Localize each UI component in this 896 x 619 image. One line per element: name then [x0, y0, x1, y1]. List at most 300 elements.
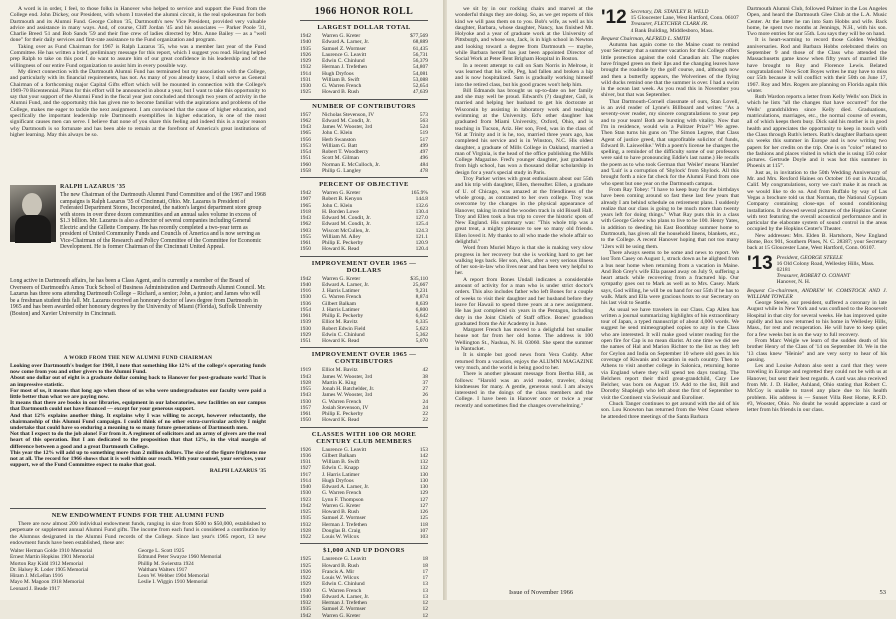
honor-class-agent: Edwin C. Chinlund	[322, 331, 365, 338]
honor-value: 8,874	[415, 294, 428, 301]
honor-value: 524	[419, 124, 428, 130]
honor-roll	[300, 6, 428, 619]
honor-value: 127	[419, 502, 428, 509]
divider	[300, 543, 428, 544]
honor-value: 118	[419, 521, 428, 528]
honor-class-agent: William B. Swift	[322, 76, 360, 83]
class-13-bequest: Bequest Co-chairmen, ANDREW W. COMSTOCK AND J. WILLIAM TOWLER	[747, 287, 887, 300]
honor-class-year: 1923	[300, 496, 311, 503]
honor-value: 13	[422, 593, 428, 600]
honor-class-agent: Douglas B. Craig	[322, 527, 361, 534]
class-note-paragraph: It is simple but good news from Vera Cuddy. After returned from a vacation, enjoys the ALUMNI MAGAZINE very much, and the world is being good to her.	[455, 352, 593, 371]
honor-row	[300, 534, 428, 540]
honor-class-year: 1960	[300, 161, 311, 168]
class-notes-column-3	[747, 6, 887, 414]
honor-value: 573	[419, 111, 428, 118]
honor-value: 121.1	[415, 233, 428, 240]
honor-value: 517	[419, 136, 428, 143]
honor-class-agent: Lynn F. Thompson	[322, 496, 364, 503]
honor-class-agent: Warren G. Kreter	[322, 612, 361, 619]
honor-class-agent: Robert Edwin Field	[322, 325, 366, 332]
lazarus-bio-text: The new Chairman of the Dartmouth Alumni Fund Committee and of the 1967 and 1968 campaigns is Ralph Lazarus '35 of Cincinnati, Ohio. Mr. Lazarus is President of Federated Department Stores, Incorporated, the nation's largest department store group with stores in over three dozen communities and an annual sales volume in excess of $1.3 billion. Mr. Lazarus is also a director of several companies including General Electric and the Gillette Company. He has recently completed a two-year term as president of United Community Funds and Councils of America and is now serving as Vice-Chairman of the Research and Policy Committee of the Committee for Economic Development. He is former Chairman of the Cincinnati United Appeal.	[60, 192, 266, 251]
chairman-paragraph: It means that there are books in our libraries, equipment in our laboratories, new facilities on our campus that Dartmouth could not have financed — except for your generous support.	[10, 400, 266, 413]
class-note-paragraph: From Marc Weigle we learn of the sudden death of his brother Henry of the Class of '14 on September 10. We in the '13 class knew "Heinie" and are very sorry to hear of his passing.	[747, 337, 887, 363]
honor-row	[300, 168, 428, 174]
honor-value: 38	[422, 373, 428, 380]
honor-class-agent: William G. Batt	[322, 142, 358, 149]
honor-value: 132	[419, 459, 428, 465]
honor-class-agent: Laurence G. Leavitt	[322, 51, 367, 58]
class-note-paragraph: Word from Muriel Mayo is that she is making very slow progress in her recovery but she is working hard to get her walking legs back. Her son, Alex, after a very serious illness of her son-in-law who lives near and has been very helpful to her.	[455, 245, 593, 277]
honor-class-agent: Warren G. Kreter	[322, 275, 361, 282]
class-note-paragraph: It is heart-warming to record those Golden Wedding anniversaries. Rod and Barbara Hobbs celebrated theirs on September 9 and those of the Class who attended the Massachusetts game know when fifty years of married life have brought to Roy and Florence Lewis. Belated congratulations! Now Scott Boyes writes he may have to miss our 55th because it will conflict with their 50th on June 17, 1967. Roy and Mrs. Rogers are planning on Florida again this winter.	[747, 37, 887, 94]
honor-class-year: 1951	[300, 155, 311, 162]
class-note-paragraph: Just as, in invitation to the 50th Wedding Anniversary of Mr. and Mrs. Rexford Haines on October 16 out in Arcadia, Calif. My congratulations, sorry we can't make it as much as we would like to do so. And from Buffalo by way of Las Vegas a brochure told us that Norman, the National Gypsum Company containing close-ups of sound conditioning installations. It showed several pictures of the Hopkins Center with text featuring the overall acoustical performance and in particular the elaborate system of sound control in the areas occupied by the Hopkins Center's Theater.	[747, 169, 887, 233]
honor-class-agent: Herman J. Trefethen	[322, 600, 368, 606]
honor-class-year: 1926	[300, 51, 311, 58]
honor-section-number-of-contributors	[300, 99, 428, 175]
honor-class-year: 1916	[300, 288, 311, 294]
honor-class-year: 1953	[300, 142, 311, 149]
honor-value: 125.4	[415, 221, 428, 228]
honor-class-agent: Howard K. Read	[322, 338, 360, 344]
honor-section-heading: LARGEST DOLLAR TOTAL	[317, 24, 411, 31]
honor-value: 24	[422, 404, 428, 411]
honor-class-year: 1936	[300, 452, 311, 459]
honor-class-year: 1950	[300, 417, 311, 424]
honor-class-agent: John C. Klein	[322, 202, 353, 209]
class-12-bequest: Bequest Chairman, ALFRED L. SMITH	[601, 35, 691, 42]
honor-class-agent: Gilbert Balkam	[322, 300, 357, 307]
honor-class-agent: Howard K. Read	[322, 246, 360, 253]
honor-value: 12	[422, 606, 428, 613]
memorial-item: Hiram J. McLellan 1916	[10, 573, 63, 580]
honor-row	[300, 417, 428, 423]
honor-class-agent: Louis W. Wilcox	[322, 575, 360, 581]
honor-class-year: 1919	[300, 367, 311, 374]
honor-class-agent: J. Harris Latimer	[322, 288, 360, 294]
honor-value: 47,639	[412, 89, 428, 96]
honor-value: 26	[422, 392, 428, 399]
divider	[300, 177, 428, 178]
chairman-paragraph: For most of us, it means that long ago when those of us who were undergraduates our faculty were paid a little better than what we are paying now.	[10, 387, 266, 401]
class-13-numeral: '13	[747, 252, 773, 274]
honor-class-agent: Philip E. Peckerby	[322, 313, 364, 319]
honor-class-year: 1955	[300, 386, 311, 392]
lazarus-bio-text-2: Long active in Dartmouth affairs, he has been a Class Agent, and is currently a member of the Board of Overseers of Dartmouth's Amos Tuck School of Business Administration and Dartmouth Alumni Council. Mr. Lazarus has three sons attending Dartmouth College – Richard, a senior; John, a junior; and James who will be a freshman student this fall. Mr. Lazarus received an honorary doctor of laws degree from Dartmouth in 1965 and has been awarded other honorary degrees by the University of Miami (Florida), Suffolk University (Boston) and Xavier University in Cincinnati.	[10, 278, 266, 317]
honor-value: 478	[419, 167, 428, 174]
honor-class-year: 1951	[300, 338, 311, 344]
class-note-paragraph: Bill Edmands has brought us up-to-date on her family and she may well be proud. Edward's (?) daughter, Gail, is married and helping her husband to get his doctorate at Wisconsin by assisting in laboratory work and teaching swimming at the University. Ed's other daughter has graduated from Miami University, Oxford, Ohio, and is teaching in Tucson, Ariz. Her son, Fred, was in the class of '64 at Trinity and it is he, too, married three years ago, has completed his service and is in Winston, N.C. His oldest daughter, a graduate of Mills College in Oakland, married a man of Virginia, is the head of the office publishing the Mills College Magazine. Fred's younger daughter, just graduated from high school, has won a thousand dollar scholarship in design for a year's special study in Paris.	[455, 87, 593, 176]
honor-class-agent: Edward M. Condit, Jr.	[322, 117, 371, 124]
honor-class-year: 1943	[300, 373, 311, 380]
honor-class-year: 1932	[300, 600, 311, 606]
chairman-signature: RALPH LAZARUS '35	[209, 468, 266, 475]
lazarus-photo	[10, 185, 56, 242]
honor-value: 42	[422, 367, 428, 374]
left-text-column	[10, 6, 266, 138]
honor-class-year: 1930	[300, 490, 311, 497]
honor-value: 13	[422, 587, 428, 594]
honor-section-heading: IMPROVEMENT OVER 1965 — CONTRIBUTORS	[311, 351, 417, 366]
honor-class-year: 1926	[300, 446, 311, 453]
honor-class-agent: Howard B. Rush	[322, 89, 359, 96]
honor-section-heading: CLASSES WITH 100 OR MORE CENTURY CLUB MEMBERS	[311, 430, 417, 445]
class-13-president: President, GEORGE STEELE	[776, 254, 843, 261]
class-12-header	[601, 9, 739, 34]
honor-value: 153	[419, 446, 428, 453]
honor-roll-title: 1966 HONOR ROLL	[314, 6, 414, 17]
honor-class-agent: Howard B. Rush	[322, 509, 359, 515]
honor-class-agent: James W. Wooster, 3rd	[322, 373, 373, 380]
honor-class-agent: G. Warren French	[322, 294, 362, 301]
honor-class-year: 1961	[300, 313, 311, 319]
honor-value: 126	[419, 509, 428, 515]
honor-class-year: 1943	[300, 392, 311, 399]
honor-value: 497	[419, 149, 428, 155]
honor-class-year: 1935	[300, 45, 311, 52]
honor-class-agent: Scott M. Gilman	[322, 155, 359, 162]
class-note-paragraph: Autumn has again come to the Maine coast to remind your Secretary that a summer vacation for this College offers little protection against the cold Canadian air. The maples have fringed green on their lips and the changing leaves have brought the roadside by the golf course, and, although now and then a butterfly appears, the Wolverines of the flying wild ducks remind one that the summer is over. I had a swim in the ocean last week. As you read this in November you shiver, but that was September.	[601, 42, 739, 99]
honor-value: 5,070	[415, 338, 428, 344]
honor-class-year: 1957	[300, 111, 311, 118]
honor-row	[300, 338, 428, 344]
honor-class-year: 1962	[300, 221, 311, 228]
honor-value: 129	[419, 490, 428, 497]
honor-value: 132	[419, 465, 428, 472]
intro-paragraph: My direct connection with the Dartmouth Alumni Fund has terminated but my association with the College, and particularly with its financial requirements, has not. As many of you already know, I shall serve as General Chairman of a forthcoming major Capital Gifts effort which will be mounted in connection with the College's 1969-70 Bicentennial. Plans for this effort will be announced in about a year, but I want to take this opportunity to say that your support of the Alumni Fund in the fiscal year just concluded and through two years of activity in the Alumni Fund, and the opportunity this has given me to become familiar with the aspirations and problems of the College, makes me eager to tackle the next assignment. I am convinced that the cause of higher education, and specifically the important leadership role Dartmouth exemplifies in higher education, is one of the most significant causes men can serve. I believe that none of you share this feeling and indeed this is a major reason why Dartmouth is so fortunate and has been able to remain at the forefront of America's great institutions of higher learning. May this always be so.	[10, 68, 266, 138]
honor-value: 37	[422, 379, 428, 386]
honor-class-agent: G. Warren French	[322, 587, 362, 594]
honor-class-agent: Herman J. Trefethen	[322, 64, 368, 71]
photo-body	[15, 215, 51, 243]
honor-class-year: 1931	[300, 459, 311, 465]
honor-class-year: 1954	[300, 149, 311, 155]
class-note-paragraph: There is another pleasant message from Bertha Hill, as follows: "Harold was an avid reader, traveler, doing kindnesses for many. A gentle, generous soul. I am always interested in the doings of the class members and the College. I have been in Hanover once or twice a year recently and sometimes find the changes overwhelming."	[455, 371, 593, 409]
honor-class-agent: Wiscott McCullen, Jr.	[322, 227, 371, 234]
class-notes-column-1	[455, 6, 593, 409]
honor-class-agent: Jonah H. Batchelder, Jr.	[322, 386, 375, 392]
honor-value: 54,807	[412, 64, 428, 71]
class-notes-column-2	[601, 6, 739, 420]
memorial-item: Leslie I. Wiggin 1910 Memorial	[138, 579, 208, 586]
honor-class-year: 1950	[300, 246, 311, 253]
honor-row	[300, 246, 428, 252]
honor-value: 68,889	[412, 39, 428, 46]
honor-value: 9,231	[415, 288, 428, 294]
class-note-paragraph: George Steele, our president, suffered a coronary in late August while in New York and was confined to the Roosevelt Hospital in that city for several weeks. He has improved quite rapidly and has now returned to his home in Wellesley Hills, Mass., for rest and recuperation. He will have to keep quiet for a few weeks but is on the way to full recovery.	[747, 300, 887, 338]
honor-class-year: 1935	[300, 515, 311, 522]
honor-class-year: 1932	[300, 521, 311, 528]
honor-class-year: 1942	[300, 502, 311, 509]
honor-value: 107	[419, 527, 428, 534]
honor-class-year: 1917	[300, 471, 311, 478]
honor-value: 130	[419, 477, 428, 484]
honor-class-year: 1925	[300, 562, 311, 569]
honor-class-agent: Samuel Z. Wormser	[322, 515, 366, 522]
class-13-treasurer-address: Hanover, N. H.	[776, 279, 811, 286]
honor-class-year: 1930	[300, 294, 311, 301]
honor-value: 127	[419, 496, 428, 503]
honor-value: 52,654	[412, 83, 428, 89]
honor-value: 165.9%	[411, 190, 428, 196]
honor-class-year: 1943	[300, 215, 311, 221]
honor-class-year: 1930	[300, 325, 311, 332]
honor-class-agent: Edward A. Larner, Jr.	[322, 39, 370, 46]
honor-value: 27	[422, 386, 428, 392]
class-note-paragraph: Ruth Wardon reports a letter from Kelly Wells' son Dick in which he lists "all the changes that have occurred" for the Wells' grandchildren since Kelly died. Graduations, matriculations, marriages, etc., the normal course of events, all of which keeps them busy. Dick said his mother is in good health and appreciates the opportunity to keep in touch with the Class through Ruth's letters. Ruth's daughter Barbara spent six weeks this summer in Europe and is now writing two papers for her credits on the trip. One is on "color" related to the fashions and places visited in which she is using 150 color pictures. Gertrude Doyle and it was hot this summer in Phoenix at 115°.	[747, 94, 887, 170]
honor-value: 17	[422, 575, 428, 581]
honor-section-heading: PERCENT OF OBJECTIVE	[319, 181, 409, 188]
honor-class-agent: Philip E. Peckerby	[322, 411, 364, 417]
honor-value: 6,800	[415, 306, 428, 313]
class-13-header	[747, 252, 887, 286]
honor-class-agent: Louis W. Wilcox	[322, 534, 360, 540]
class-note-paragraph: There always seems to be some and news to report. We lost Tom Casey on August 1, struck down as he alighted from a bus near home when returning from a vacation in Maine. And Bob Grey's wife Ella passed away on July 9, suffering a heart attack while recovering from a fractured hip. Our sympathy goes out to Mark as well as to Mrs. Casey. Mark says, God willing, he will be on hand for our 55th if he has to walk. Mark and Ella were gracious hosts to our Secretary on his last visit to Seattle.	[601, 249, 739, 307]
divider	[300, 99, 428, 100]
class-12-treasurer: Treasurer, FLETCHER CLARK JR.	[630, 21, 709, 28]
honor-class-agent: J. Harris Latimer	[322, 471, 360, 478]
honor-class-agent: Josiah Stevenson, IV	[322, 404, 369, 411]
honor-class-agent: Warren G. Kreter	[322, 33, 361, 39]
honor-class-agent: Edward A. Larner, Jr.	[322, 281, 370, 288]
class-12-secretary: Secretary, DR. STANLEY B. WELD	[630, 9, 709, 15]
honor-class-agent: Robert B. Kenyon	[322, 196, 363, 203]
chairman-word-heading: A WORD FROM THE NEW ALUMNI FUND CHAIRMAN	[63, 355, 213, 361]
honor-class-agent: James W. Wooster, 3rd	[322, 124, 373, 130]
honor-class-agent: Samuel Z. Wormser	[322, 45, 366, 52]
honor-class-agent: Warren G. Kreter	[322, 190, 361, 196]
honor-value: 12	[422, 600, 428, 606]
honor-class-agent: Laurence G. Leavitt	[322, 556, 367, 563]
honor-value: 53,088	[412, 76, 428, 83]
class-13-treasurer: Treasurer, ROBERT O. CONANT	[776, 273, 850, 280]
honor-class-year: 1903	[300, 227, 311, 234]
honor-class-year: 1925	[300, 89, 311, 96]
honor-class-year: 1914	[300, 70, 311, 77]
lazarus-bio-continued	[10, 278, 266, 317]
honor-value: 124.3	[415, 227, 428, 234]
honor-class-year: 1929	[300, 581, 311, 588]
honor-value: 127.0	[415, 215, 428, 221]
honor-class-agent: Herb Swanston	[322, 136, 356, 143]
honor-row	[300, 613, 428, 619]
chairman-paragraph: About one dollar out of eight is a graduate dollar coming back to Hanover for post-graduate work! That is an impressive statistic.	[10, 375, 266, 388]
memorial-item: Walter Herman Golde 1910 Memorial	[10, 548, 93, 555]
honor-section-improvement-dollars	[300, 256, 428, 345]
honor-class-year: 1931	[300, 76, 311, 83]
divider	[300, 256, 428, 257]
intro-paragraph: A word is in order, I feel, to those folks in Hanover who helped to service and support the Fund from the College end. John Dickey, our President, with whom I traveled the alumni circuit, is the real spokesman for both Dartmouth and its Alumni Fund. George Colton '35, Dartmouth's new Vice President, provided very valuable advice and assistance in many ways. And, of course, Cliff Jordan '45 and his associates — Parker Poole '31, Charlie Breed '51 and Bob Sands '59 and their fine crew of ladies directed by Mrs. Anne Bailey — as a "well done" for their daily services and first-rate assistance to the Fund organization and program.	[10, 6, 266, 44]
class-12-treasurer-address: 4 Bank Building, Middlesboro, Mass.	[630, 27, 714, 34]
honor-roll-sections	[300, 20, 428, 619]
honor-class-agent: Philip G. Langley	[322, 167, 362, 174]
honor-row	[300, 89, 428, 95]
memorial-item: Morton Ray Kidd 1912 Memorial	[10, 560, 84, 567]
left-page	[0, 0, 443, 619]
honor-class-year: 1925	[300, 509, 311, 515]
honor-class-year: 1929	[300, 331, 311, 338]
honor-section-improvement-contributors	[300, 347, 428, 423]
honor-value: 8,639	[415, 300, 428, 307]
honor-value: 56,379	[412, 58, 428, 64]
honor-value: 22	[422, 411, 428, 417]
chairman-paragraph: Not that I expect to do the job alone! Far from it. A regiment of solicitors and an army of givers are the real heart of this operation. But I am dedicated to the proposition that that 12%, in the vital margin of difference between a good and a great Dartmouth College.	[10, 431, 266, 450]
honor-class-agent: Robert T. Woodberry	[322, 149, 369, 155]
issue-footer: Issue of November 1966	[509, 589, 574, 596]
class-12-numeral: '12	[601, 7, 627, 28]
intro-paragraph: Taking over as Fund Chairman for 1967 is Ralph Lazarus '35, who was a member last year of the Fund Committee. He has written a brief, preliminary message for this report, which I suggest you read. Having helped prep Ralph to take on this post I do want to assure him of our great confidence in his leadership and of the willingness of our entire Fund organization to assist him in every possible way.	[10, 43, 266, 69]
class-note-paragraph: Troy Parker writes with great enthusiasm about our 55th and his trip with daughter, Ellen, thereafter. Ellen, a graduate of U. of Chicago, was amazed at the friendliness of the whole group, as contrasted to her own college. Troy was overcome by the changes in the physical appearance of Hanover, taking in mind the wooden track in old Bissell Hall. Troy and Ellen took a bus trip to cover the historic spots of New England. His summary was: "This whole trip was a great treat, a mighty pleasure to see so many old friends. Ellen loved it. My thanks to all who made the whole affair so delightful."	[455, 176, 593, 245]
honor-value: 17	[422, 568, 428, 575]
honor-class-year: 1965	[300, 130, 311, 137]
memorial-item: Ernest Martin Hopkins 1901 Memorial	[10, 554, 95, 561]
class-12-address: 15 Gloucester Lane, West Hartford, Conn. 06107	[630, 15, 739, 22]
honor-class-year: 1961	[300, 240, 311, 246]
honor-section-heading: NUMBER OF CONTRIBUTORS	[312, 102, 416, 110]
honor-class-agent: Howard K. Read	[322, 417, 360, 424]
honor-class-year: 1935	[300, 606, 311, 613]
honor-value: 120.4	[415, 246, 428, 253]
chairman-paragraph: And that 12% explains another thing. It explains why I was willing to accept, however reluctantly, the chairmanship of this Alumni Fund campaign. I could think of no other extra-curricular activity I might undertake that could have so enduring a meaning to so many future generations of Dartmouth men.	[10, 412, 266, 432]
honor-value: 120.9	[415, 240, 428, 246]
honor-class-agent: William B. Swift	[322, 459, 360, 465]
honor-class-year: 1930	[300, 398, 311, 405]
honor-value: 130	[419, 471, 428, 478]
honor-class-year: 1928	[300, 527, 311, 534]
honor-value: 496	[419, 155, 428, 162]
honor-section-heading: IMPROVEMENT OVER 1965 — DOLLARS	[311, 259, 417, 274]
honor-value: 484	[419, 161, 428, 168]
honor-class-agent: James W. Wooster, 3rd	[322, 392, 373, 399]
honor-class-agent: J. Harris Latimer	[322, 306, 360, 313]
honor-class-year: 1942	[300, 275, 311, 282]
chairman-word	[10, 355, 266, 475]
honor-value: 61,435	[412, 45, 428, 52]
honor-class-year: 1927	[300, 465, 311, 472]
memorial-item: Leonard J. Beade 1917	[10, 585, 60, 592]
honor-class-year: 1940	[300, 281, 311, 288]
honor-class-agent: Martin K. King	[322, 379, 357, 386]
honor-value: 22	[422, 417, 428, 424]
honor-class-year: 1955	[300, 233, 311, 240]
honor-class-agent: Edwin C. Knapp	[322, 465, 359, 472]
honor-class-agent: John C. Klein	[322, 130, 353, 137]
honor-class-year: 1939	[300, 319, 311, 326]
memorial-item: Mayo M. Magoon 1918 Memorial	[10, 579, 85, 586]
honor-class-year: 1940	[300, 593, 311, 600]
honor-class-year: 1936	[300, 300, 311, 307]
endowment-section	[10, 505, 266, 592]
endowment-text: There are now almost 200 individual endowment funds, ranging in size from $500 to $50,000, established to perpetuate or supplement annual Alumni Fund gifts. The income from each fund is considered a contribution by the Alumnus designated in the Alumni Fund records of the College. Since last year's 1965 report, 13 new endowment funds have been established, these are:	[10, 521, 266, 546]
honor-class-year: 1961	[300, 411, 311, 417]
honor-class-year: 1929	[300, 58, 311, 64]
honor-class-year: 1932	[300, 64, 311, 71]
memorial-item: George L. Scott 1925	[138, 548, 185, 555]
honor-class-year: 1925	[300, 556, 311, 563]
photo-head	[22, 193, 42, 217]
chairman-paragraph: This year the 12% will add up to something more than 2 million dollars. The size of the figure frightens me not at all. The record for 1966 shows that it is well within our reach. With your counsel, your services, your support, we of the Fund Committee expect to make that goal.	[10, 449, 266, 469]
honor-value: 25,667	[412, 281, 428, 288]
honor-class-agent: Warren G. Kreter	[322, 502, 361, 509]
class-note-paragraph: Les and Louise Ashton also sent a card that they were traveling in Europe and regretted they could not be with us at Hanover, but sent their best regards. A card was also received from Mr. J. D. Haller, Ashland, Ohio stating that Robert C. McCoy is unable to travel any place due to his health problem. His address is — Sunset Villa Rest Home, R.F.D. #3, Wooster, Ohio. No doubt he would appreciate a card or letter from his friends in our class.	[747, 363, 887, 414]
honor-value: 6,642	[415, 313, 428, 319]
honor-class-agent: G. Warren French	[322, 490, 362, 497]
class-note-paragraph: In a recent attempt to call on Sam Norris in Melrose, it was learned that his wife, Peg, had fallen and broken a hip and is now hospitalized. Sam is gradually working himself into the retired class, but his good graces won't help him.	[455, 62, 593, 88]
honor-class-agent: Norman E. McCulloch, Jr.	[322, 161, 381, 168]
honor-value: 130	[419, 484, 428, 490]
honor-value: 6,335	[415, 319, 428, 326]
memorial-item: Leon W. Webber 1904 Memorial	[138, 573, 209, 580]
honor-class-year: 1957	[300, 404, 311, 411]
class-12-officers	[631, 9, 739, 34]
honor-class-agent: Francis A. Mir	[322, 568, 355, 575]
honor-value: 563	[419, 117, 428, 124]
honor-class-year: 1942	[300, 190, 311, 196]
honor-class-agent: Elliot M. Bavitz	[322, 367, 358, 374]
honor-class-year: 1918	[300, 208, 311, 215]
honor-class-agent: H. Borden Lowe	[322, 208, 359, 215]
honor-class-year: 1928	[300, 379, 311, 386]
class-note-paragraph: A report from Bones Undall indicates a considerable amount of activity for a man who is under strict doctor's orders. This also includes father who left Bones for a couple of weeks to visit their daughter and her husband before they leave for Hawaii to spend three years at a new assignment. He has just completed six years in the Pentagon, including duty in the Joint Chiefs of Staff office. Bones' grandson graduated from the Air Academy in June.	[455, 276, 593, 327]
honor-class-year: 1965	[300, 202, 311, 209]
lazarus-bio	[60, 184, 266, 251]
honor-value: 18	[422, 562, 428, 569]
honor-value: 142	[419, 452, 428, 459]
honor-class-agent: Edward A. Larner, Jr.	[322, 593, 370, 600]
honor-value: 18	[422, 556, 428, 563]
class-13-officers	[777, 255, 887, 286]
class-note-paragraph: we sit by in our rocking chairs and marvel at the wonderful things they are doing. So, as we get reports of this kind we will pass them on to you. Bob's wife, as well as his daughter, Barbara, whose daughter, Nancy, has finished Mt. Holyoke and a year of graduate work at the University of Pittsburgh, and whose son, Jack, is in high school in Newton and looking toward a degree from Dartmouth — maybe, while Barbara herself has just been appointed Director of Social Work at Peter Bent Brigham Hospital in Boston.	[455, 6, 593, 63]
honor-value: 132.6	[415, 202, 428, 209]
class-note-paragraph: From Ray Tobey: "I have to keep busy for the birthdays have been coming around so fast these last few years that already I am behind schedule on retirement plans. I suddenly realize that our class is going to be much more than twenty years left for doing things." What Ray puts this in a class with George Gelow who plans to live to be 100. Henry Yates, in addition to deeding his East Boothbay summer home to Dartmouth, has given all the household linens, blankets, etc., to the College. A recent Hanover hoping that not too many '12ers will be using them.	[601, 186, 739, 250]
honor-value: 13	[422, 581, 428, 588]
honor-class-agent: Samuel Z. Wormser	[322, 606, 366, 613]
honor-class-year: 1930	[300, 83, 311, 89]
class-note-paragraph: That Dartmouth-Cornell classmate of ours, Stan Lovell, is an avid reader of Lynne's Billboard and writes: "As a seventy-over reader, my sincere congratulations to your pep and to your team! Both are bursting with vitality. Now that I'm in residence, would win a Pulitzer Prize?" We agree. Then Stan turns his guns on 'The Simon Legree, that Class Agent of justice greed, that unprofitable solicitor of funds, Edward B. Laiswelike.' With a poem's license he changes the spelling, a reminder of the difficulty some of our professors were said to have pronouncing Eddie's last name.) He recalls the poem as to who took German that 'Weiler' means 'Hamlet' and 'Luit' is a corruption of 'Shylock' from Shylock. All this brought forth a nice fat check for the Alumni Fund from one who spent but one year on the Dartmouth campus.	[601, 98, 739, 187]
honor-value: 24	[422, 398, 428, 405]
honor-section-heading: $1,000 AND UP DONORS	[323, 547, 405, 555]
honor-class-agent: Edward M. Condit, Jr.	[322, 221, 371, 228]
honor-value: 519	[419, 130, 428, 137]
memorial-item: Phillip M. Swierstra 1924	[138, 560, 194, 567]
honor-class-year: 1962	[300, 117, 311, 124]
page-number: 53	[879, 589, 886, 596]
honor-class-agent: Nicholas Stevenson, IV	[322, 111, 375, 118]
honor-class-agent: Edwin C. Chinlund	[322, 581, 365, 588]
honor-section-donors-1000	[300, 543, 428, 619]
honor-class-agent: G. Warren French	[322, 398, 362, 405]
honor-class-agent: William M. Alley	[322, 233, 361, 240]
divider	[300, 20, 428, 21]
class-note-paragraph: As usual we have travelers in our Class. Cap Allen has written a journal summarizing highlights of his extraordinary tour of Japan, a typed manuscript of about 4,000 words. We suggest he send mimeographed copies to any in the Class who are interested. It will make good winter reading for the open fire for Cap is no mean diarist. At one time we did see the names of Hal and Marion Richter to the list as they left for Ceylon and India on September 10 where old goes in his coverage of Kiwanis and vacation in each country. Then to Athens to visit another college in Salonica, returning home via England where they will spend ten days touring. The Belchers report their third great-grandchild, Cary Lee Belcher, was born on August 19. Add to the list, Bill and Dorothy Shapleigh who left about the first of September to visit the Continent via Swissair and Euroliner.	[601, 306, 739, 401]
honor-value: 54,081	[412, 70, 428, 77]
honor-value: $77,569	[410, 33, 428, 39]
honor-value: 125	[419, 515, 428, 522]
honor-class-year: 1958	[300, 167, 311, 174]
lazarus-caption: RALPH LAZARUS '35	[60, 184, 126, 190]
chairman-paragraph: Looking over Dartmouth's budget for 1968, I note that something like 12% of the college's operating funds now come from you and other givers to the Alumni Fund.	[10, 363, 266, 376]
honor-class-agent: Philip E. Peckerby	[322, 240, 364, 246]
honor-value: 103	[419, 534, 428, 540]
honor-value: 130.4	[415, 208, 428, 215]
honor-class-year: 1943	[300, 124, 311, 130]
honor-class-year: 1914	[300, 477, 311, 484]
honor-class-year: 1926	[300, 568, 311, 575]
honor-class-agent: Herman J. Trefethen	[322, 521, 368, 528]
honor-value: 56,731	[412, 51, 428, 58]
honor-class-agent: Laurence G. Leavitt	[322, 446, 367, 453]
